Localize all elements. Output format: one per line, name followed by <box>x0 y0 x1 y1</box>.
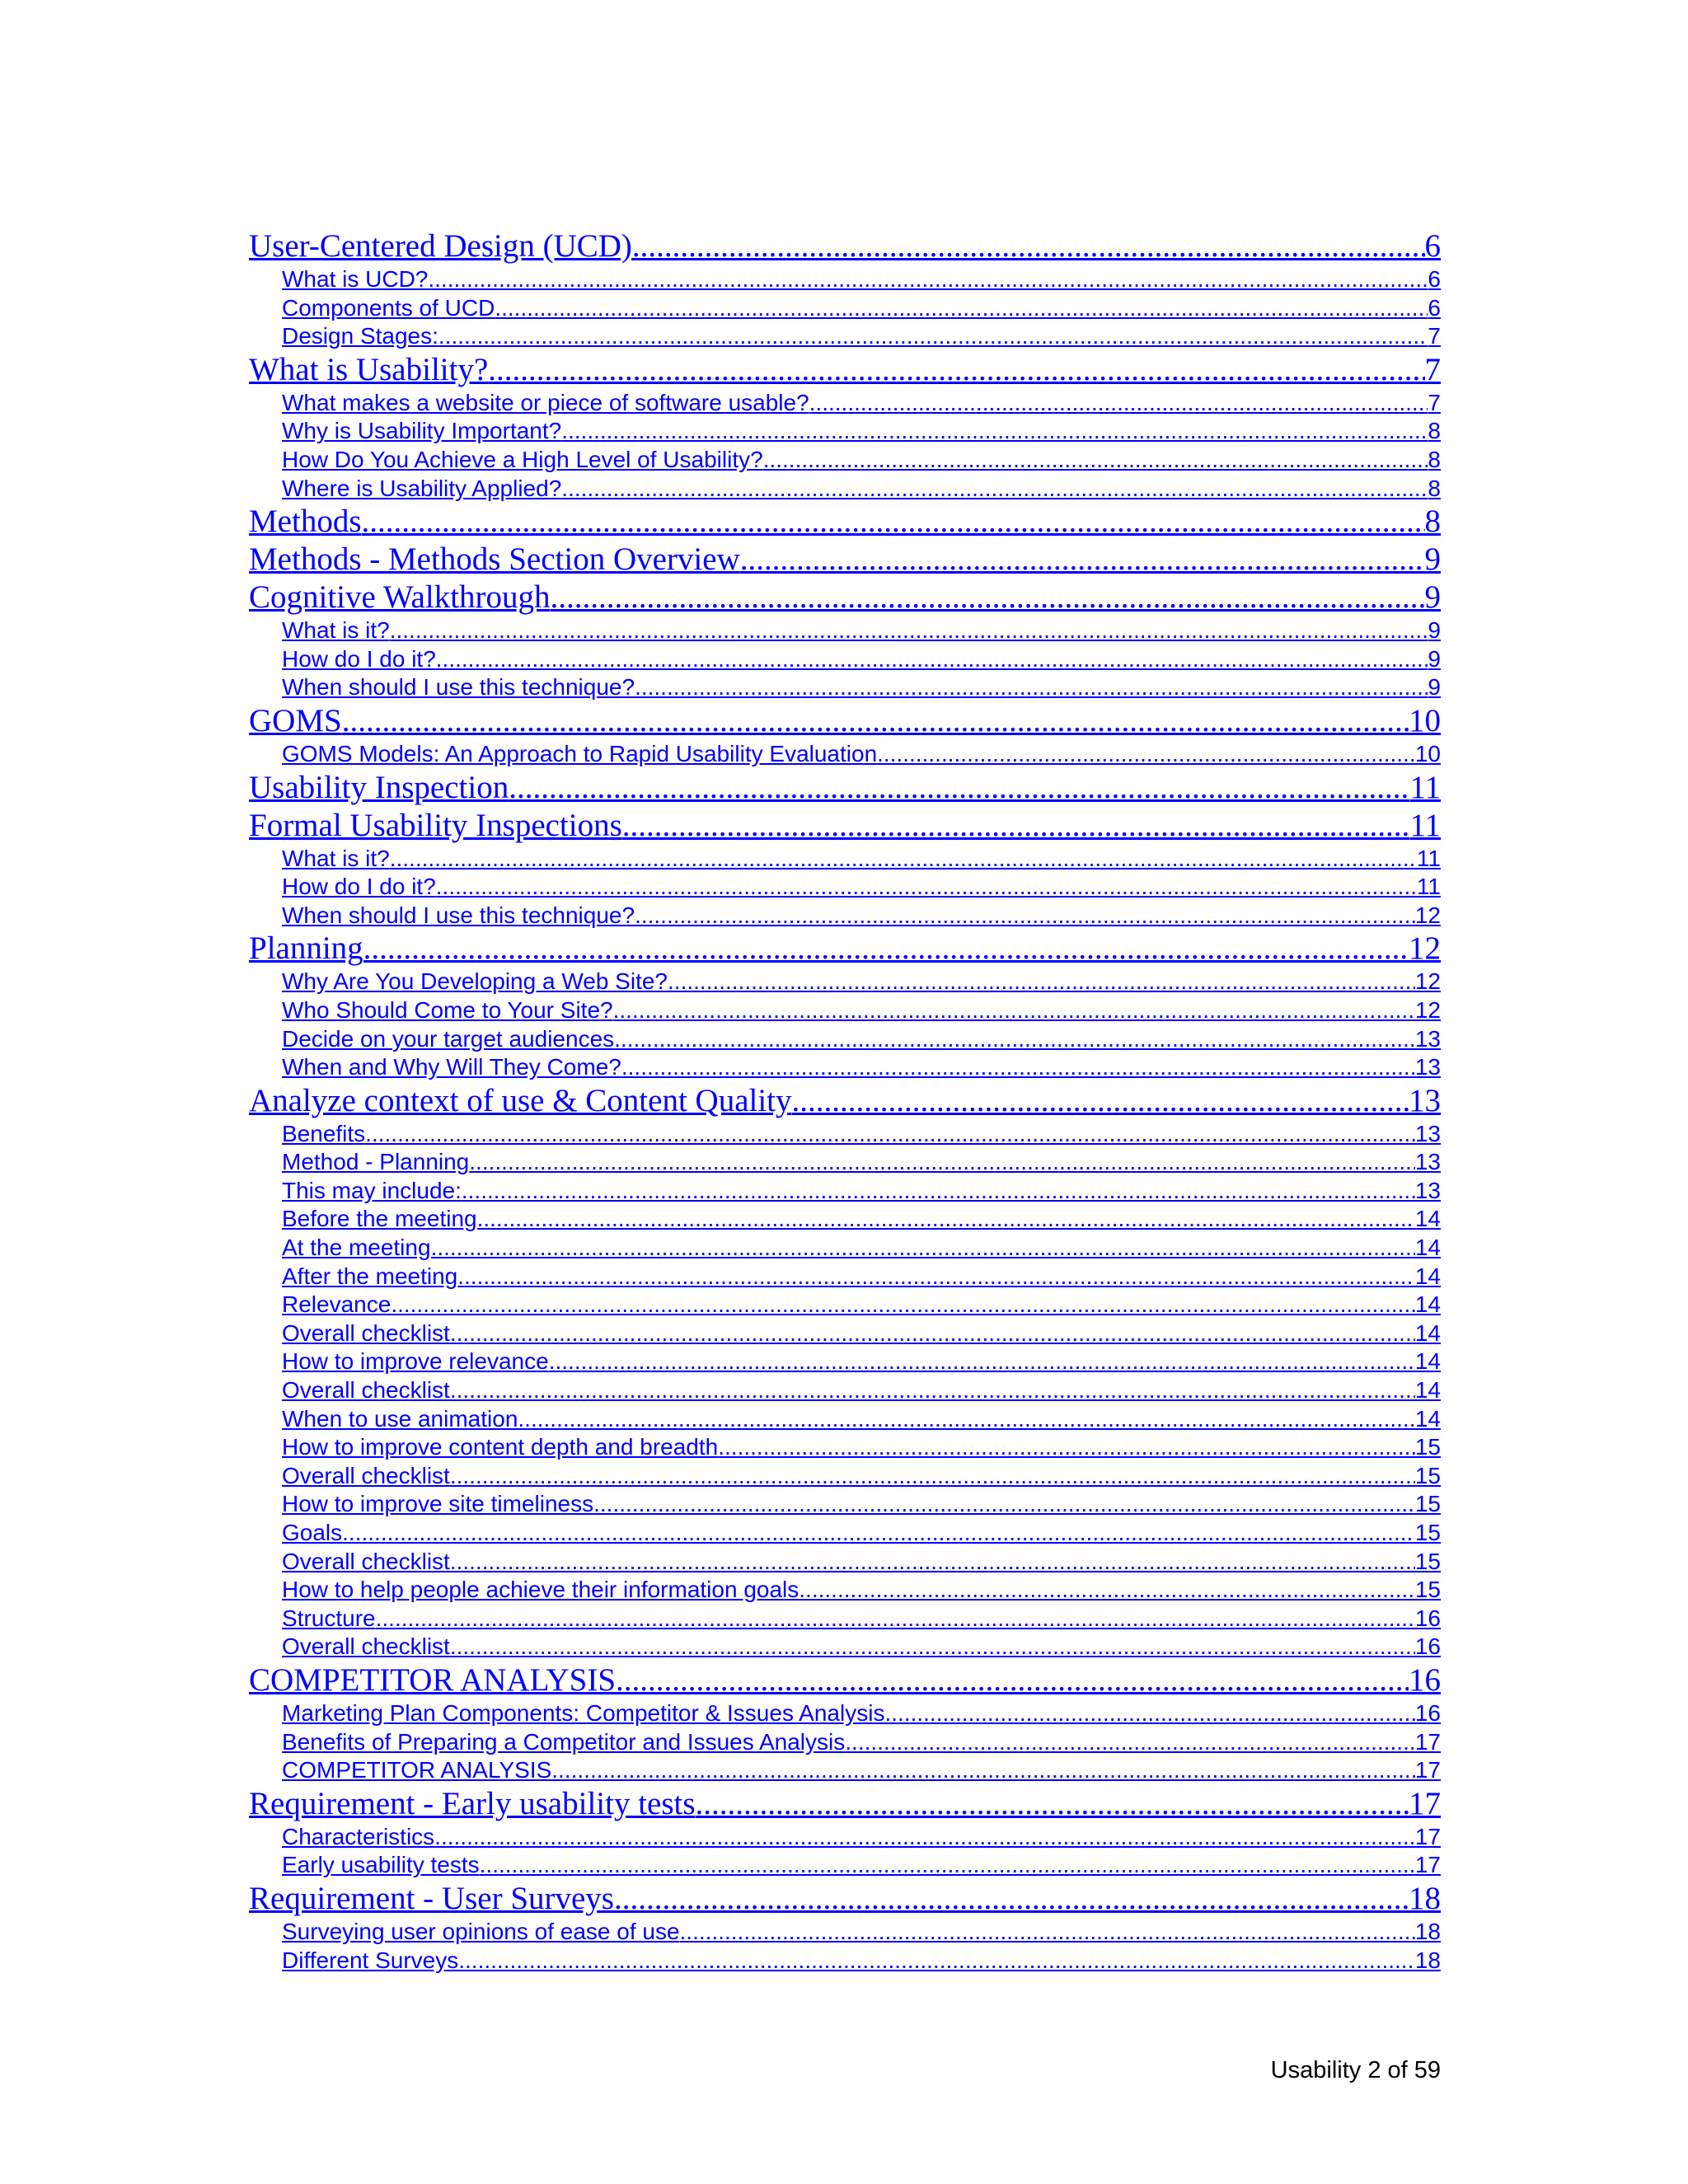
toc-subsection-link[interactable] <box>249 1177 1441 1206</box>
toc-page-number: 8 <box>1428 475 1441 501</box>
toc-dot-leader <box>438 322 1428 351</box>
toc-entry-title: Structure <box>282 1605 376 1631</box>
toc-section-link[interactable] <box>249 769 1441 807</box>
toc-dot-leader <box>342 1519 1415 1548</box>
table-of-contents <box>249 227 1441 1975</box>
toc-page-number: 17 <box>1414 1757 1441 1783</box>
toc-page-number: 12 <box>1414 968 1441 995</box>
toc-entry-title: Planning <box>249 930 363 967</box>
toc-entry-title: COMPETITOR ANALYSIS <box>249 1661 617 1698</box>
toc-page-number: 11 <box>1409 807 1441 843</box>
toc-entry-title: Methods <box>249 504 362 540</box>
toc-subsection-link[interactable] <box>249 1319 1441 1348</box>
toc-dot-leader <box>884 1699 1414 1728</box>
toc-entry-title: How to improve relevance <box>282 1348 549 1375</box>
toc-dot-leader <box>342 702 1409 740</box>
toc-page-number: 7 <box>1428 389 1441 415</box>
toc-entry-title: Overall checklist <box>282 1462 450 1488</box>
toc-entry-title: Overall checklist <box>282 1377 450 1404</box>
toc-subsection-link[interactable] <box>249 446 1441 475</box>
toc-dot-leader <box>376 1605 1415 1633</box>
toc-dot-leader <box>450 1633 1415 1661</box>
toc-section-link[interactable] <box>249 807 1441 845</box>
toc-dot-leader <box>436 873 1417 902</box>
toc-dot-leader <box>877 740 1415 769</box>
toc-dot-leader <box>845 1728 1415 1757</box>
toc-dot-leader <box>551 579 1425 616</box>
toc-page-number: 17 <box>1414 1728 1441 1755</box>
toc-page-number: 13 <box>1414 1177 1441 1203</box>
toc-entry-title: What is Usability? <box>249 351 489 387</box>
toc-page-number: 15 <box>1414 1520 1441 1545</box>
toc-entry-title: Usability Inspection <box>249 769 509 805</box>
toc-section-link[interactable] <box>249 541 1441 579</box>
toc-entry-title: Who Should Come to Your Site? <box>282 996 613 1023</box>
toc-page-number: 7 <box>1428 323 1441 349</box>
toc-page-number: 18 <box>1409 1880 1441 1916</box>
toc-entry-title: Analyze context of use & Content Quality <box>249 1082 792 1118</box>
toc-entry-title: Overall checklist <box>282 1319 450 1346</box>
toc-page-number: 8 <box>1428 418 1441 444</box>
toc-dot-leader <box>809 389 1428 418</box>
toc-entry-title: Benefits of Preparing a Competitor and Issues Analysis <box>282 1728 846 1755</box>
toc-page-number: 14 <box>1414 1319 1441 1346</box>
toc-entry-title: When and Why Will They Come? <box>282 1054 621 1080</box>
toc-entry-title: Components of UCD <box>282 294 495 321</box>
toc-dot-leader <box>488 351 1424 389</box>
toc-dot-leader <box>635 902 1415 930</box>
toc-entry-title: What makes a website or piece of software usable? <box>282 389 809 415</box>
toc-page-number: 8 <box>1424 504 1441 540</box>
toc-page-number: 6 <box>1428 294 1441 321</box>
toc-subsection-link[interactable] <box>249 1947 1441 1975</box>
toc-dot-leader <box>621 1053 1415 1082</box>
toc-entry-title: When should I use this technique? <box>282 674 635 701</box>
toc-entry-title: Benefits <box>282 1120 366 1146</box>
toc-entry-title: Overall checklist <box>282 1548 450 1574</box>
toc-dot-leader <box>477 1205 1415 1234</box>
toc-entry-title: Before the meeting <box>282 1206 477 1232</box>
toc-subsection-link[interactable] <box>249 1376 1441 1405</box>
toc-subsection-link[interactable] <box>249 1633 1441 1661</box>
toc-entry-title: Characteristics <box>282 1823 435 1849</box>
toc-entry-title: Requirement - Early usability tests <box>249 1785 696 1821</box>
toc-entry-title: How to improve content depth and breadth <box>282 1434 719 1460</box>
toc-section-link[interactable] <box>249 1785 1441 1823</box>
toc-section-link[interactable] <box>249 227 1441 265</box>
toc-section-link[interactable] <box>249 1661 1441 1699</box>
toc-subsection-link[interactable] <box>249 996 1441 1025</box>
toc-section-link[interactable] <box>249 702 1441 740</box>
toc-dot-leader <box>632 227 1425 265</box>
toc-dot-leader <box>718 1433 1415 1462</box>
toc-page-number: 16 <box>1414 1699 1441 1726</box>
toc-page-number: 14 <box>1414 1235 1441 1261</box>
toc-page-number: 14 <box>1414 1377 1441 1404</box>
toc-subsection-link[interactable] <box>249 1025 1441 1054</box>
toc-page-number: 13 <box>1414 1120 1441 1146</box>
toc-page-number: 13 <box>1414 1149 1441 1175</box>
toc-dot-leader <box>614 1880 1409 1918</box>
toc-entry-title: User-Centered Design (UCD) <box>249 228 632 264</box>
toc-subsection-link[interactable] <box>249 389 1441 418</box>
toc-page-number: 14 <box>1414 1263 1441 1289</box>
toc-dot-leader <box>450 1548 1415 1577</box>
toc-entry-title: Method - Planning <box>282 1149 470 1175</box>
toc-page-number: 17 <box>1414 1823 1441 1849</box>
toc-page-number: 7 <box>1424 351 1441 387</box>
toc-section-link[interactable] <box>249 1082 1441 1120</box>
toc-subsection-link[interactable] <box>249 740 1441 769</box>
toc-dot-leader <box>363 930 1409 968</box>
toc-page-number: 6 <box>1424 228 1441 264</box>
toc-page-number: 17 <box>1414 1852 1441 1878</box>
toc-page-number: 9 <box>1424 579 1441 616</box>
toc-subsection-link[interactable] <box>249 1519 1441 1548</box>
toc-page-number: 8 <box>1428 446 1441 472</box>
toc-page-number: 16 <box>1414 1633 1441 1660</box>
toc-entry-title: Why is Usability Important? <box>282 418 562 444</box>
toc-page-number: 11 <box>1416 845 1441 871</box>
toc-dot-leader <box>561 475 1428 504</box>
toc-entry-title: COMPETITOR ANALYSIS <box>282 1757 552 1783</box>
toc-entry-title: Goals <box>282 1520 343 1545</box>
toc-section-link[interactable] <box>249 503 1441 541</box>
toc-subsection-link[interactable] <box>249 873 1441 902</box>
toc-dot-leader <box>495 294 1428 323</box>
toc-dot-leader <box>480 1851 1415 1880</box>
toc-subsection-link[interactable] <box>249 475 1441 504</box>
toc-entry-title: Cognitive Walkthrough <box>249 579 551 616</box>
toc-dot-leader <box>391 1291 1415 1319</box>
toc-dot-leader <box>740 541 1425 579</box>
toc-entry-title: GOMS <box>249 702 342 738</box>
toc-dot-leader <box>551 1756 1415 1785</box>
toc-entry-title: Formal Usability Inspections <box>249 807 622 843</box>
toc-subsection-link[interactable] <box>249 1756 1441 1785</box>
toc-subsection-link[interactable] <box>249 1234 1441 1263</box>
toc-entry-title: At the meeting <box>282 1235 431 1261</box>
toc-entry-title: How Do You Achieve a High Level of Usability? <box>282 446 763 472</box>
toc-dot-leader <box>436 645 1428 674</box>
toc-dot-leader <box>763 446 1428 475</box>
toc-entry-title: When should I use this technique? <box>282 902 635 928</box>
toc-subsection-link[interactable] <box>249 1148 1441 1177</box>
toc-dot-leader <box>680 1918 1415 1947</box>
toc-entry-title: How to help people achieve their information goals <box>282 1577 799 1603</box>
toc-page-number: 12 <box>1409 930 1441 967</box>
toc-entry-title: Early usability tests <box>282 1852 480 1878</box>
toc-subsection-link[interactable] <box>249 322 1441 351</box>
toc-page-number: 11 <box>1416 874 1441 900</box>
toc-page-number: 15 <box>1414 1434 1441 1460</box>
toc-entry-title: This may include: <box>282 1177 462 1203</box>
toc-dot-leader <box>450 1462 1415 1491</box>
toc-entry-title: Methods - Methods Section Overview <box>249 541 740 578</box>
toc-entry-title: GOMS Models: An Approach to Rapid Usability Evaluation <box>282 740 878 766</box>
toc-subsection-link[interactable] <box>249 1120 1441 1149</box>
toc-dot-leader <box>390 616 1428 645</box>
toc-subsection-link[interactable] <box>249 1347 1441 1376</box>
toc-subsection-link[interactable] <box>249 1576 1441 1605</box>
toc-page-number: 18 <box>1414 1947 1441 1973</box>
toc-page-number: 14 <box>1414 1206 1441 1232</box>
toc-page-number: 13 <box>1414 1025 1441 1052</box>
toc-subsection-link[interactable] <box>249 968 1441 996</box>
toc-entry-title: Where is Usability Applied? <box>282 475 562 501</box>
toc-section-link[interactable] <box>249 579 1441 616</box>
toc-dot-leader <box>792 1082 1409 1120</box>
toc-entry-title: Requirement - User Surveys <box>249 1880 614 1916</box>
toc-subsection-link[interactable] <box>249 417 1441 446</box>
toc-subsection-link[interactable] <box>249 645 1441 674</box>
toc-subsection-link[interactable] <box>249 294 1441 323</box>
toc-subsection-link[interactable] <box>249 1605 1441 1633</box>
toc-dot-leader <box>561 417 1428 446</box>
toc-page-number: 16 <box>1409 1661 1441 1698</box>
toc-subsection-link[interactable] <box>249 616 1441 645</box>
toc-page-number: 14 <box>1414 1348 1441 1375</box>
toc-page-number: 9 <box>1428 674 1441 701</box>
toc-subsection-link[interactable] <box>249 673 1441 702</box>
toc-entry-title: Surveying user opinions of ease of use <box>282 1918 680 1944</box>
toc-subsection-link[interactable] <box>249 1728 1441 1757</box>
toc-subsection-link[interactable] <box>249 845 1441 874</box>
toc-entry-title: How to improve site timeliness <box>282 1491 594 1517</box>
toc-page-number: 12 <box>1414 996 1441 1023</box>
toc-page-number: 16 <box>1414 1605 1441 1631</box>
toc-page-number: 15 <box>1414 1462 1441 1488</box>
toc-entry-title: How do I do it? <box>282 645 436 672</box>
toc-dot-leader <box>635 673 1428 702</box>
toc-section-link[interactable] <box>249 930 1441 968</box>
page-footer: Usability 2 of 59 <box>1270 2057 1441 2083</box>
toc-subsection-link[interactable] <box>249 1405 1441 1434</box>
toc-subsection-link[interactable] <box>249 1823 1441 1852</box>
toc-subsection-link[interactable] <box>249 1433 1441 1462</box>
toc-page-number: 15 <box>1414 1491 1441 1517</box>
toc-subsection-link[interactable] <box>249 1699 1441 1728</box>
toc-subsection-link[interactable] <box>249 1462 1441 1491</box>
toc-entry-title: After the meeting <box>282 1263 458 1289</box>
toc-entry-title: When to use animation <box>282 1405 518 1432</box>
toc-page-number: 13 <box>1409 1082 1441 1118</box>
toc-dot-leader <box>518 1405 1414 1434</box>
toc-dot-leader <box>696 1785 1409 1823</box>
toc-page-number: 18 <box>1414 1918 1441 1944</box>
toc-subsection-link[interactable] <box>249 1548 1441 1577</box>
toc-dot-leader <box>613 996 1415 1025</box>
toc-dot-leader <box>509 769 1409 807</box>
toc-dot-leader <box>458 1947 1415 1975</box>
toc-entry-title: How do I do it? <box>282 874 436 900</box>
toc-page-number: 6 <box>1428 266 1441 292</box>
toc-page-number: 14 <box>1414 1291 1441 1318</box>
toc-dot-leader <box>668 968 1415 996</box>
toc-dot-leader <box>549 1347 1415 1376</box>
toc-entry-title: Why Are You Developing a Web Site? <box>282 968 668 995</box>
toc-dot-leader <box>428 265 1428 294</box>
toc-entry-title: Design Stages: <box>282 323 438 349</box>
toc-entry-title: Relevance <box>282 1291 392 1318</box>
toc-dot-leader <box>614 1025 1415 1054</box>
toc-page-number: 17 <box>1409 1785 1441 1821</box>
toc-subsection-link[interactable] <box>249 1291 1441 1319</box>
toc-dot-leader <box>616 1661 1409 1699</box>
toc-page-number: 13 <box>1414 1054 1441 1080</box>
toc-dot-leader <box>390 845 1417 874</box>
toc-subsection-link[interactable] <box>249 1918 1441 1947</box>
toc-subsection-link[interactable] <box>249 1851 1441 1880</box>
toc-dot-leader <box>469 1148 1415 1177</box>
toc-subsection-link[interactable] <box>249 265 1441 294</box>
toc-entry-title: What is it? <box>282 845 390 871</box>
toc-dot-leader <box>593 1490 1415 1519</box>
toc-section-link[interactable] <box>249 1880 1441 1918</box>
toc-entry-title: What is it? <box>282 617 390 644</box>
toc-dot-leader <box>434 1823 1415 1852</box>
toc-dot-leader <box>450 1319 1415 1348</box>
toc-entry-title: Different Surveys <box>282 1947 459 1973</box>
toc-dot-leader <box>462 1177 1415 1206</box>
toc-page-number: 9 <box>1424 541 1441 578</box>
toc-dot-leader <box>431 1234 1415 1263</box>
toc-subsection-link[interactable] <box>249 1205 1441 1234</box>
toc-dot-leader <box>362 503 1425 541</box>
toc-dot-leader <box>450 1376 1415 1405</box>
toc-subsection-link[interactable] <box>249 1263 1441 1291</box>
toc-page-number: 9 <box>1428 617 1441 644</box>
toc-subsection-link[interactable] <box>249 1053 1441 1082</box>
toc-page-number: 11 <box>1409 769 1441 805</box>
toc-subsection-link[interactable] <box>249 902 1441 930</box>
toc-page-number: 15 <box>1414 1577 1441 1603</box>
toc-page-number: 12 <box>1414 902 1441 928</box>
toc-entry-title: What is UCD? <box>282 266 429 292</box>
toc-dot-leader <box>799 1576 1415 1605</box>
toc-page-number: 14 <box>1414 1405 1441 1432</box>
toc-page-number: 15 <box>1414 1548 1441 1574</box>
toc-dot-leader <box>622 807 1410 845</box>
toc-page-number: 10 <box>1414 740 1441 766</box>
toc-entry-title: Marketing Plan Components: Competitor & Issues Analysis <box>282 1699 885 1726</box>
toc-entry-title: Overall checklist <box>282 1633 450 1660</box>
toc-entry-title: Decide on your target audiences <box>282 1025 615 1052</box>
toc-section-link[interactable] <box>249 351 1441 389</box>
toc-dot-leader <box>457 1263 1415 1291</box>
toc-page-number: 9 <box>1428 645 1441 672</box>
toc-page-number: 10 <box>1409 702 1441 738</box>
toc-subsection-link[interactable] <box>249 1490 1441 1519</box>
toc-dot-leader <box>365 1120 1415 1149</box>
